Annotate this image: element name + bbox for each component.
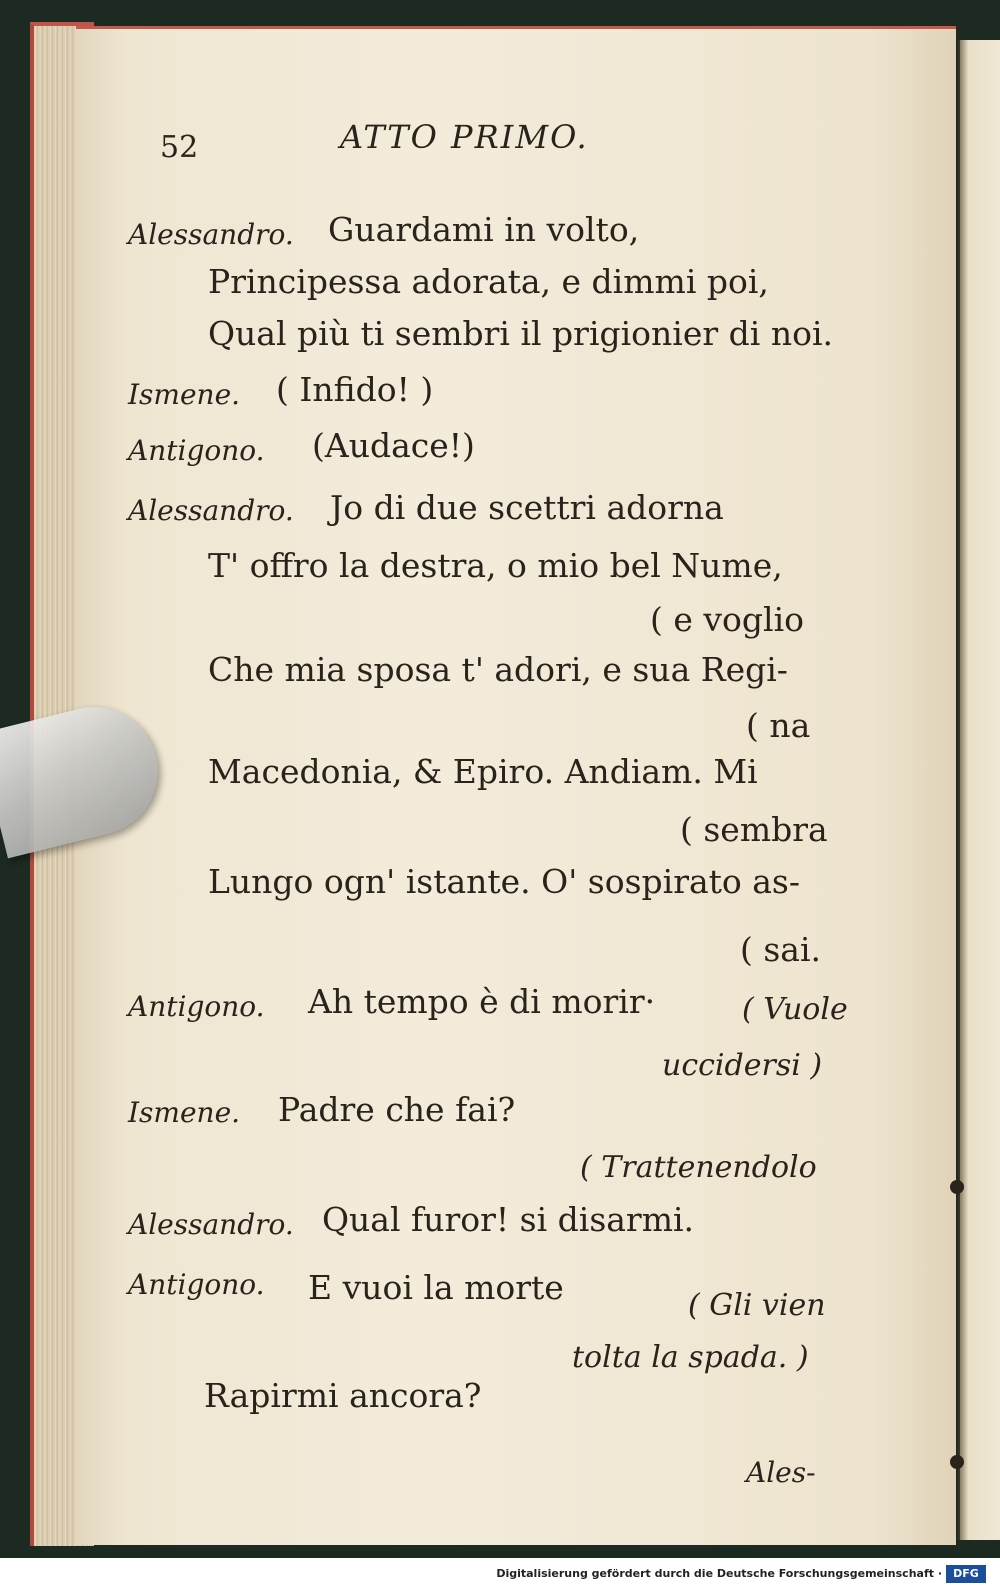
verse-line: Ah tempo è di morir· <box>308 982 656 1021</box>
speaker-name: Antigono. <box>128 434 265 467</box>
facing-page-edge <box>958 40 1000 1540</box>
verse-line: Macedonia, & Epiro. Andiam. Mi <box>208 752 758 791</box>
verse-line: (Audace!) <box>312 426 475 465</box>
speaker-name: Alessandro. <box>128 1208 294 1241</box>
verse-line: ( na <box>746 706 811 745</box>
verse-line: E vuoi la morte <box>308 1268 564 1307</box>
verse-line: T' offro la destra, o mio bel Nume, <box>208 546 783 585</box>
stage-direction: ( Trattenendolo <box>580 1150 817 1185</box>
stage-direction: uccidersi ) <box>662 1048 823 1083</box>
verse-line: Che mia sposa t' adori, e sua Regi- <box>208 650 788 689</box>
running-head: ATTO PRIMO. <box>340 118 589 156</box>
verse-line: Principessa adorata, e dimmi poi, <box>208 262 769 301</box>
verse-line: Guardami in volto, <box>328 210 640 249</box>
footer-credit: Digitalisierung gefördert durch die Deutsche Forschungsgemeinschaft · <box>496 1567 942 1580</box>
binding-hole <box>950 1455 964 1469</box>
speaker-name: Alessandro. <box>128 218 294 251</box>
verse-line: Lungo ogn' istante. O' sospirato as- <box>208 862 801 901</box>
binding-hole <box>950 1180 964 1194</box>
verse-line: Jo di due scettri adorna <box>330 488 724 527</box>
verse-line: Padre che fai? <box>278 1090 516 1129</box>
verse-line: ( e voglio <box>650 600 804 639</box>
speaker-name: Antigono. <box>128 990 265 1023</box>
stage-direction: ( Vuole <box>742 992 848 1027</box>
verse-line: Rapirmi ancora? <box>204 1376 482 1415</box>
verse-line: ( Infido! ) <box>276 370 434 409</box>
speaker-name: Ismene. <box>128 378 241 411</box>
stage-direction: ( Gli vien <box>688 1288 826 1323</box>
dfg-logo: DFG <box>946 1565 986 1583</box>
speaker-name: Antigono. <box>128 1268 265 1301</box>
verse-line: Qual furor! si disarmi. <box>322 1200 695 1239</box>
verse-line: Qual più ti sembri il prigionier di noi. <box>208 314 833 353</box>
speaker-name: Alessandro. <box>128 494 294 527</box>
page-number: 52 <box>160 130 199 165</box>
catchword: Ales- <box>746 1456 816 1489</box>
verse-line: ( sai. <box>740 930 822 969</box>
verse-line: ( sembra <box>680 810 828 849</box>
stage-direction: tolta la spada. ) <box>572 1340 809 1375</box>
speaker-name: Ismene. <box>128 1096 241 1129</box>
digitization-footer <box>0 1558 1000 1591</box>
